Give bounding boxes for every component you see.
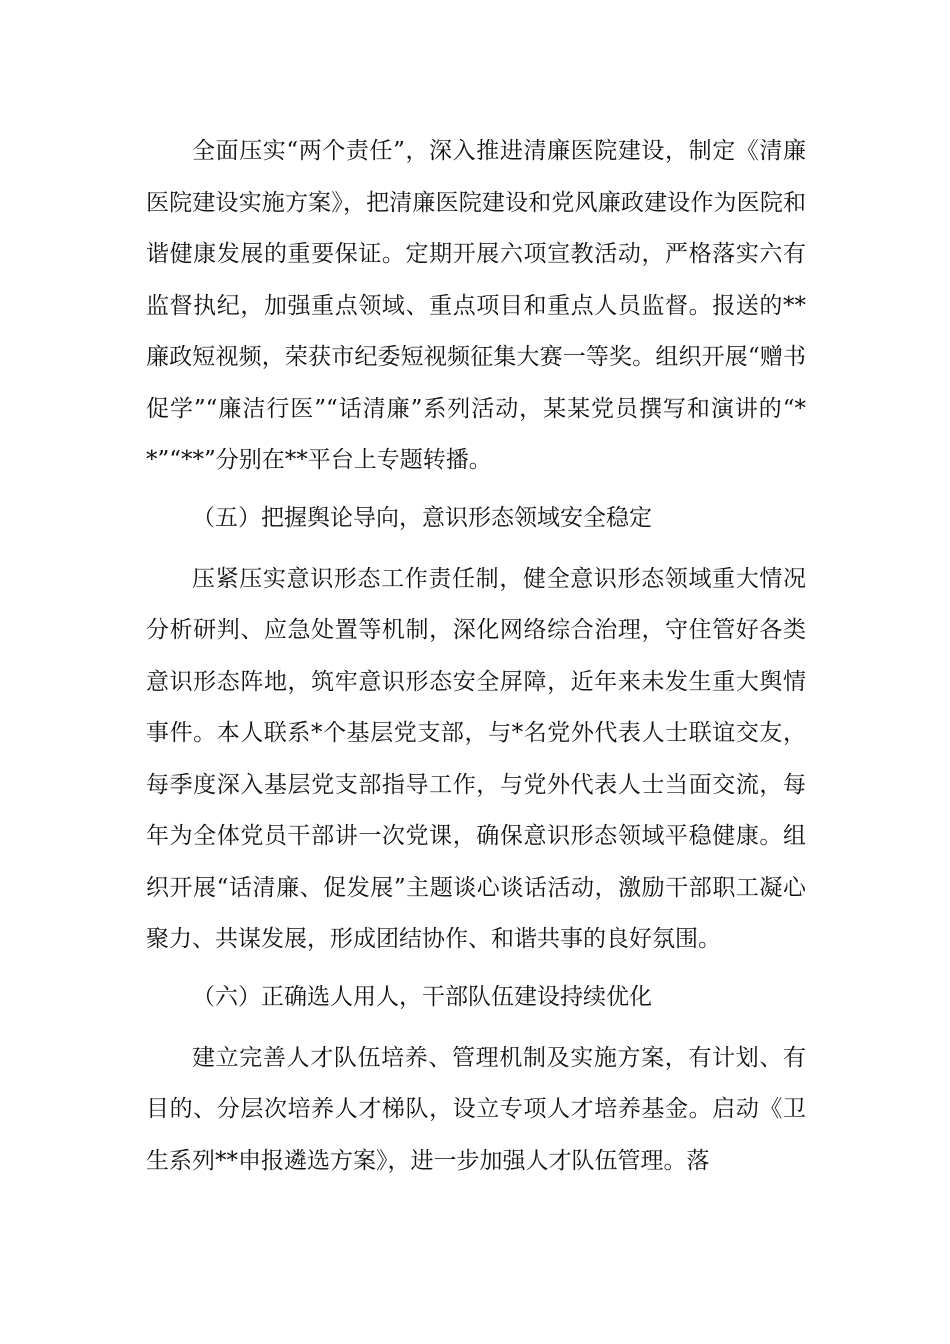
document-body [146,126,806,1187]
paragraph-talent: 建立完善人才队伍培养、管理机制及实施方案，有计划、有目的、分层次培养人才梯队，设立专项人才培养基金。启动《卫生系列**申报遴选方案》，进一步加强人才队伍管理。落 [146,1044,806,1174]
section-heading-five: （五）把握舆论导向，意识形态领域安全稳定 [192,504,652,531]
paragraph-clean-hospital: 全面压实“两个责任”，深入推进清廉医院建设，制定《清廉医院建设实施方案》，把清廉医院建设和党风廉政建设作为医院和谐健康发展的重要保证。定期开展六项宣教活动，严格落实六有监督执纪，加强重点领域、重点项目和重点人员监督。报送的**廉政短视频，荣获市纪委短视频征集大赛一等奖。组织开展“赠书促学”“廉洁行医”“话清廉”系列活动，某某党员撰写和演讲的“**”“**”分别在**平台上专题转播。 [146,138,806,473]
paragraph-ideology: 压紧压实意识形态工作责任制，健全意识形态领域重大情况分析研判、应急处置等机制，深化网络综合治理，守住管好各类意识形态阵地，筑牢意识形态安全屏障，近年来未发生重大舆情事件。本人联系*个基层党支部，与*名党外代表人士联谊交友，每季度深入基层党支部指导工作，与党外代表人士当面交流，每年为全体党员干部讲一次党课，确保意识形态领域平稳健康。组织开展“话清廉、促发展”主题谈心谈话活动，激励干部职工凝心聚力、共谋发展，形成团结协作、和谐共事的良好氛围。 [146,565,806,952]
section-heading-six: （六）正确选人用人，干部队伍建设持续优化 [192,983,652,1010]
